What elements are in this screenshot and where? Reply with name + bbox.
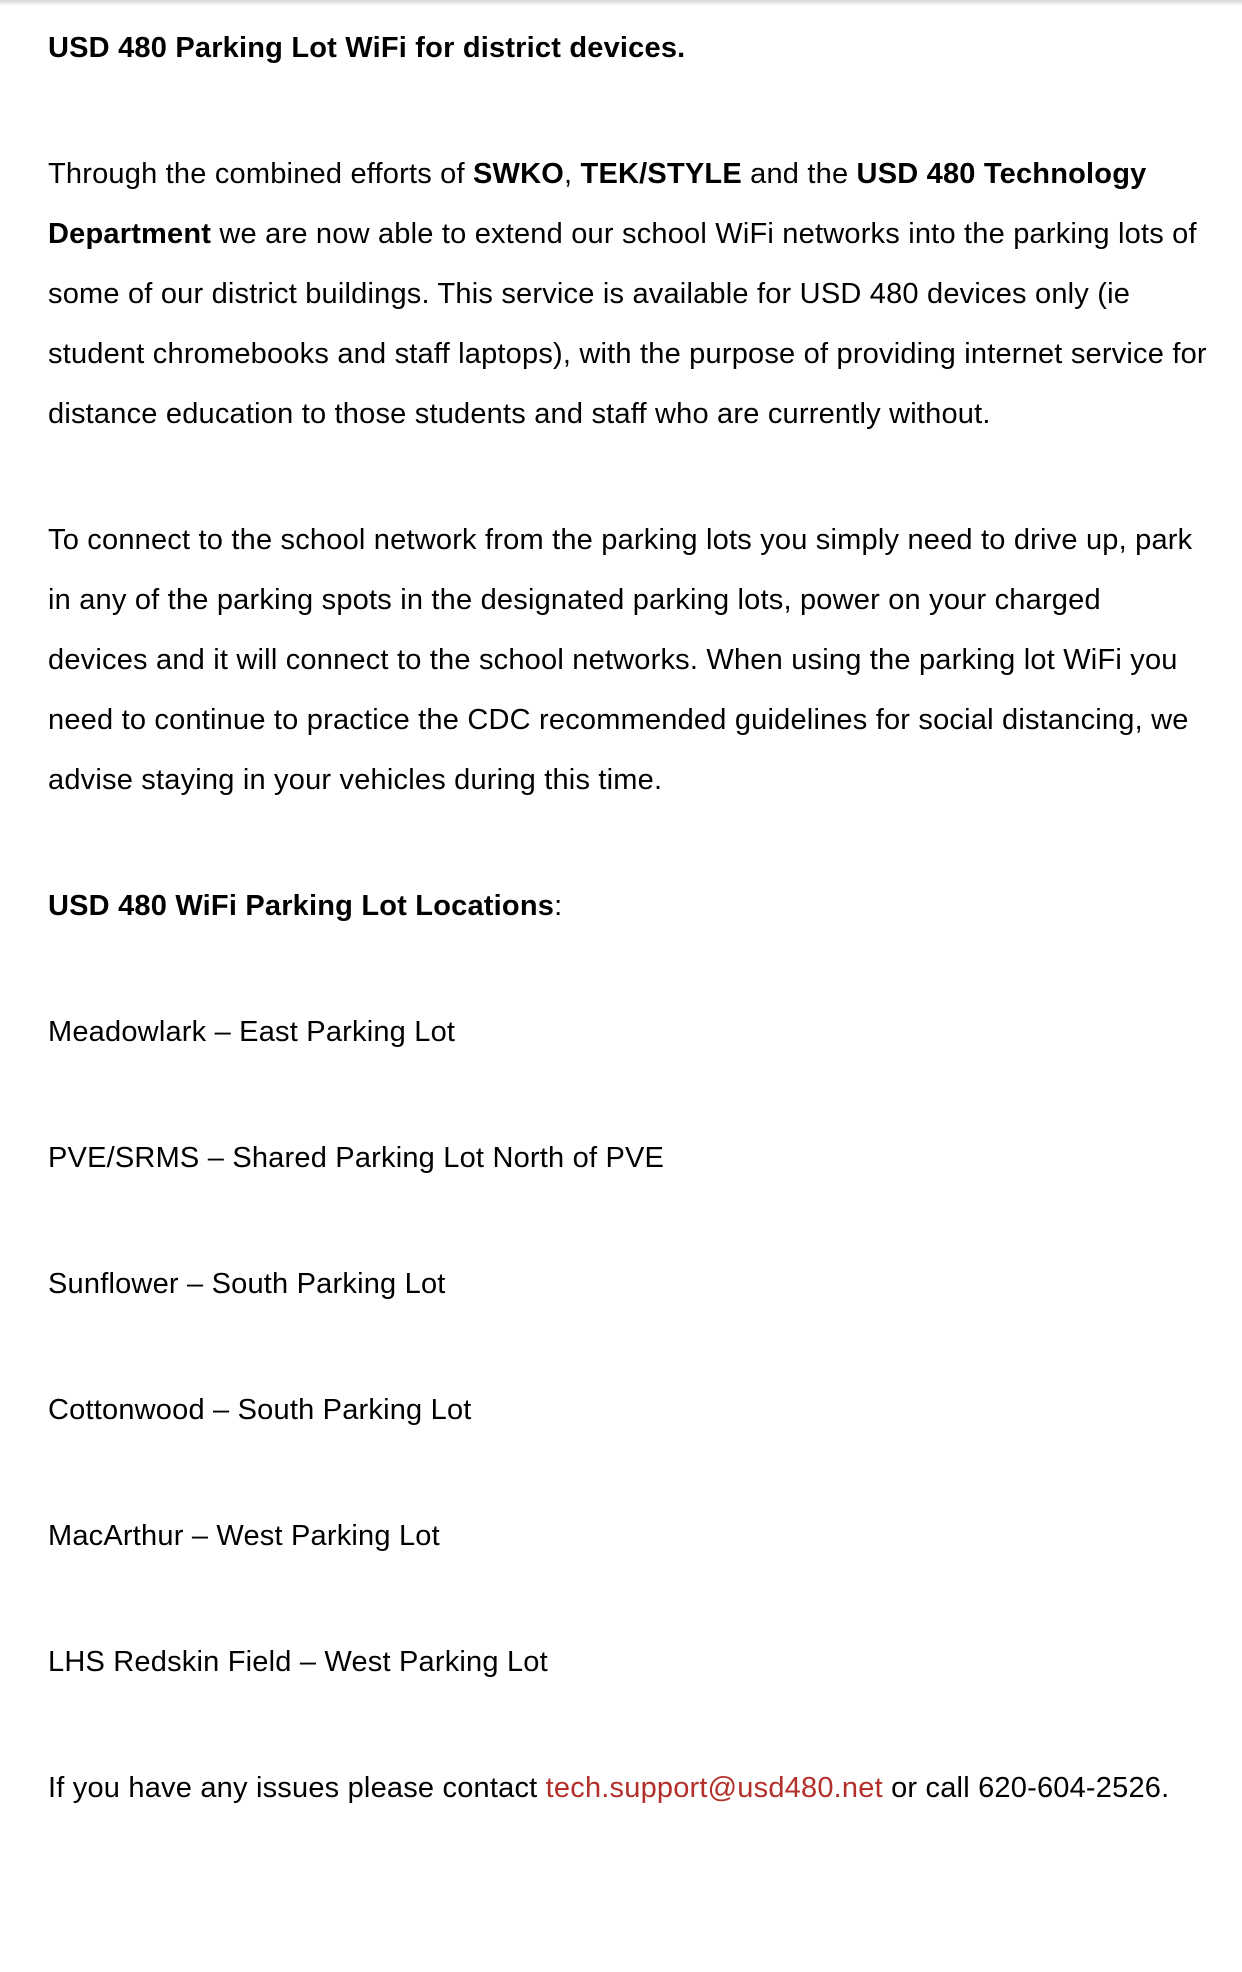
contact-paragraph: If you have any issues please contact tech.support@usd480.net or call 620-604-2526. [48,1772,1170,1804]
location-item: Cottonwood – South Parking Lot [48,1394,472,1426]
intro-paragraph: Through the combined efforts of SWKO, TEK/STYLE and the USD 480 Technology Department we are now able to extend our school WiFi networks into the parking lots of some of our district buildings. This service is available for USD 480 devices only (ie student chromebooks and staff laptops), with the purpose of providing internet service for distance education to those students and staff who are currently without. [48,158,1207,430]
top-shadow [0,0,1242,6]
location-item: MacArthur – West Parking Lot [48,1520,440,1552]
org-swko: SWKO [473,158,565,190]
location-item: Sunflower – South Parking Lot [48,1268,446,1300]
location-item: LHS Redskin Field – West Parking Lot [48,1646,548,1678]
location-item: PVE/SRMS – Shared Parking Lot North of PVE [48,1142,665,1174]
locations-heading: USD 480 WiFi Parking Lot Locations: [48,890,563,922]
org-tekstyle: TEK/STYLE [580,158,742,190]
org-usd480-tech: USD 480 Technology Department [48,158,1147,250]
article-body [48,18,1208,1818]
page-title: USD 480 Parking Lot WiFi for district devices. [48,32,686,64]
instructions-paragraph: To connect to the school network from the parking lots you simply need to drive up, park in any of the parking spots in the designated parking lots, power on your charged devices and it will connect to the school networks. When using the parking lot WiFi you need to continue to practice the CDC recommended guidelines for social distancing, we advise staying in your vehicles during this time. [48,524,1193,796]
support-email-link[interactable]: tech.support@usd480.net [545,1772,883,1804]
location-item: Meadowlark – East Parking Lot [48,1016,456,1048]
